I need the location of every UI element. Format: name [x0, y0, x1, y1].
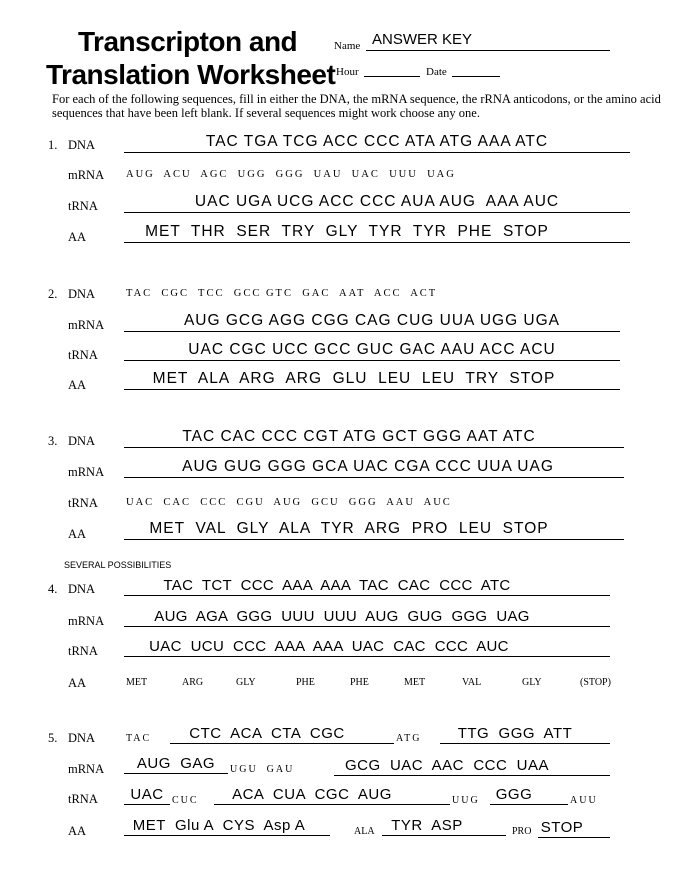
- problem-1-trna-answer[interactable]: [124, 190, 630, 213]
- answer-text: UAC UCU CCC AAA AAA UAC CAC CCC AUC: [149, 638, 509, 655]
- trna-label: tRNA: [68, 496, 98, 510]
- aa-label: AA: [68, 230, 87, 244]
- answer-text: GGG: [495, 786, 533, 803]
- answer-text: TAC TCT CCC AAA AAA TAC CAC CCC ATC: [163, 577, 511, 594]
- mrna-label: mRNA: [68, 318, 105, 332]
- problem-5-aa-answer-2[interactable]: [382, 815, 506, 836]
- problem-4-aa-1: MET: [126, 677, 148, 688]
- answer-text: UAC UGA UCG ACC CCC AUA AUG AAA AUC: [194, 193, 560, 210]
- problem-2-dna-given: TAC CGC TCC GCC GTC GAC AAT ACC ACT: [126, 288, 438, 299]
- dna-label: DNA: [68, 287, 96, 301]
- problem-3-trna-given: UAC CAC CCC CGU AUG GCU GGG AAU AUC: [126, 497, 452, 508]
- dna-label: DNA: [68, 582, 96, 596]
- problem-4-aa-6: MET: [404, 677, 426, 688]
- answer-text: MET Glu A CYS Asp A: [132, 817, 306, 834]
- instructions: For each of the following sequences, fill in either the DNA, the mRNA sequence, the rRNA anticodons, or the amino acid sequences that have been left blank. If several sequences might work choose any one.: [52, 92, 661, 120]
- name-line: [366, 50, 610, 51]
- trna-label: tRNA: [68, 644, 98, 658]
- problem-1-number: 1.: [48, 138, 58, 152]
- problem-1-mrna-given: AUG ACU AGC UGG GGG UAU UAC UUU UAG: [126, 169, 456, 180]
- problem-5-trna-given-3: AUU: [570, 795, 598, 806]
- answer-text: ACA CUA CGC AUG: [232, 786, 392, 803]
- answer-text: CTC ACA CTA CGC: [189, 725, 345, 742]
- aa-label: AA: [68, 824, 87, 838]
- dna-label: DNA: [68, 138, 96, 152]
- answer-text: STOP: [540, 819, 584, 836]
- problem-4-mrna-answer[interactable]: [124, 604, 610, 627]
- trna-label: tRNA: [68, 199, 98, 213]
- problem-5-dna-answer-1[interactable]: [170, 723, 394, 744]
- answer-text: AUG GUG GGG GCA UAC CGA CCC UUA UAG: [182, 458, 554, 475]
- hour-label: Hour: [336, 66, 359, 78]
- mrna-label: mRNA: [68, 465, 105, 479]
- problem-2-trna-answer[interactable]: [124, 338, 620, 361]
- mrna-label: mRNA: [68, 168, 105, 182]
- date-field[interactable]: [452, 76, 500, 77]
- problem-4-aa-7: VAL: [462, 677, 482, 688]
- answer-text: TYR ASP: [391, 817, 463, 834]
- problem-5-mrna-answer-2[interactable]: [334, 755, 610, 776]
- problem-4-aa-5: PHE: [350, 677, 369, 688]
- mrna-label: mRNA: [68, 614, 105, 628]
- aa-label: AA: [68, 527, 87, 541]
- problem-1-dna-answer[interactable]: [124, 130, 630, 153]
- aa-label: AA: [68, 378, 87, 392]
- answer-text: TTG GGG ATT: [457, 725, 573, 742]
- problem-5-trna-given-1: CUC: [172, 795, 199, 806]
- problem-5-aa-given-1: ALA: [354, 826, 375, 837]
- problem-5-dna-given-1: TAC: [126, 733, 152, 744]
- problem-3-aa-answer[interactable]: [124, 517, 624, 540]
- problem-5-trna-given-2: UUG: [452, 795, 480, 806]
- dna-label: DNA: [68, 434, 96, 448]
- problem-2-mrna-answer[interactable]: [124, 309, 620, 332]
- problem-5-mrna-given-1: UGU GAU: [230, 764, 295, 775]
- answer-text: AUG GCG AGG CGG CAG CUG UUA UGG UGA: [183, 312, 561, 329]
- trna-label: tRNA: [68, 348, 98, 362]
- mrna-label: mRNA: [68, 762, 105, 776]
- answer-text: TAC TGA TCG ACC CCC ATA ATG AAA ATC: [205, 133, 549, 150]
- problem-4-dna-answer[interactable]: [124, 573, 610, 596]
- answer-text: MET ALA ARG ARG GLU LEU LEU TRY STOP: [152, 370, 556, 387]
- problem-5-dna-given-2: ATG: [396, 733, 422, 744]
- date-label: Date: [426, 66, 447, 78]
- problem-5-aa-answer-3[interactable]: [538, 817, 610, 838]
- problem-4-aa-2: ARG: [182, 677, 204, 688]
- problem-5-aa-given-2: PRO: [512, 826, 532, 837]
- problem-5-aa-answer-1[interactable]: [124, 815, 330, 836]
- problem-4-aa-8: GLY: [522, 677, 542, 688]
- problem-4-aa-4: PHE: [296, 677, 315, 688]
- problem-5-trna-answer-3[interactable]: [490, 784, 568, 805]
- problem-5-trna-answer-2[interactable]: [214, 784, 450, 805]
- answer-text: TAC CAC CCC CGT ATG GCT GGG AAT ATC: [182, 428, 536, 445]
- title-line-2: Translation Worksheet: [46, 59, 336, 90]
- answer-text: UAC CGC UCC GCC GUC GAC AAU ACC ACU: [188, 341, 556, 358]
- problem-2-aa-answer[interactable]: [124, 367, 620, 390]
- name-label: Name: [334, 40, 361, 52]
- problem-3-mrna-answer[interactable]: [124, 455, 624, 478]
- answer-text: AUG AGA GGG UUU UUU AUG GUG GGG UAG: [154, 608, 530, 625]
- problem-5-dna-answer-2[interactable]: [440, 723, 610, 744]
- trna-label: tRNA: [68, 792, 98, 806]
- name-value[interactable]: ANSWER KEY: [372, 31, 473, 48]
- problem-5-number: 5.: [48, 731, 58, 745]
- answer-text: GCG UAC AAC CCC UAA: [344, 757, 550, 774]
- problem-4-number: 4.: [48, 582, 58, 596]
- problem-5-trna-answer-1[interactable]: [124, 784, 170, 805]
- hour-field[interactable]: [364, 76, 420, 77]
- problem-4-aa-3: GLY: [236, 677, 256, 688]
- answer-text: MET THR SER TRY GLY TYR TYR PHE STOP: [145, 223, 549, 240]
- answer-text: MET VAL GLY ALA TYR ARG PRO LEU STOP: [149, 520, 549, 537]
- aa-label: AA: [68, 676, 87, 690]
- problem-4-trna-answer[interactable]: [124, 634, 610, 657]
- answer-text: UAC: [130, 786, 164, 803]
- several-possibilities-note: SEVERAL POSSIBILITIES: [64, 560, 172, 570]
- title-line-1: Transcripton and: [78, 26, 298, 57]
- answer-text: AUG GAG: [136, 755, 216, 772]
- problem-4-aa-9: (STOP): [580, 677, 611, 688]
- problem-1-aa-answer[interactable]: [124, 220, 630, 243]
- problem-5-mrna-answer-1[interactable]: [124, 753, 228, 774]
- problem-3-dna-answer[interactable]: [124, 425, 624, 448]
- dna-label: DNA: [68, 731, 96, 745]
- problem-2-number: 2.: [48, 287, 58, 301]
- problem-3-number: 3.: [48, 434, 58, 448]
